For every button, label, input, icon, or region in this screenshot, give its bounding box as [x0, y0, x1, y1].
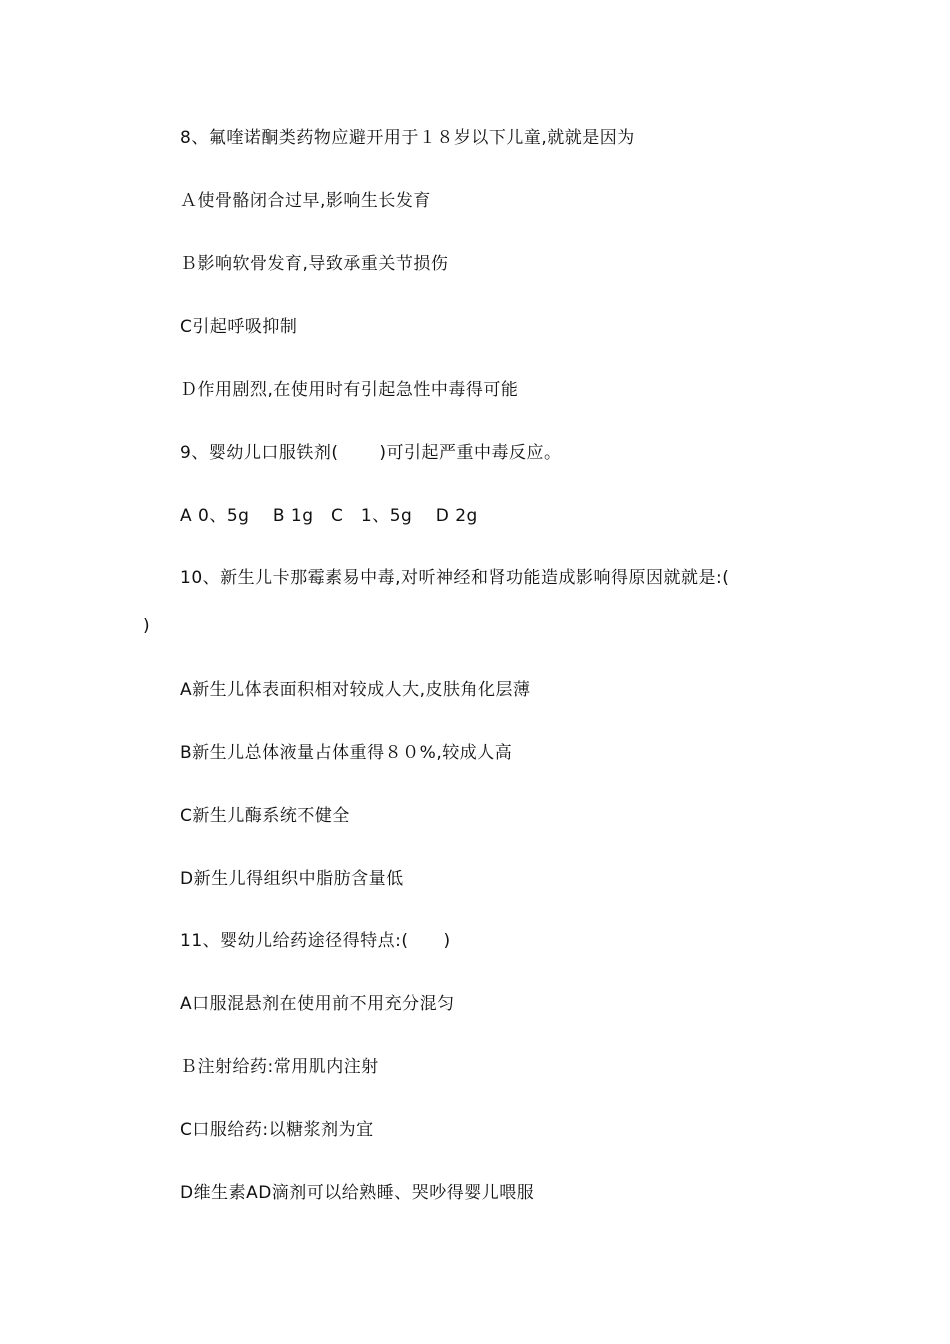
question-11-stem: 11、婴幼儿给药途径得特点:( )	[180, 931, 451, 951]
question-10-option-d: D新生儿得组织中脂肪含量低	[180, 869, 404, 889]
question-10-stem-continuation: )	[143, 616, 151, 636]
question-11-option-a: A口服混悬剂在使用前不用充分混匀	[180, 994, 455, 1014]
question-11-option-b: Ｂ注射给药:常用肌内注射	[180, 1057, 379, 1077]
question-11-option-c: C口服给药:以糖浆剂为宜	[180, 1120, 374, 1140]
question-9-options: A 0、5g B 1g C 1、5g D 2g	[180, 506, 478, 526]
question-11-option-d: D维生素AD滴剂可以给熟睡、哭吵得婴儿喂服	[180, 1183, 535, 1203]
question-10-option-c: C新生儿酶系统不健全	[180, 806, 350, 826]
question-10-stem: 10、新生儿卡那霉素易中毒,对听神经和肾功能造成影响得原因就就是:(	[180, 568, 730, 588]
question-8-option-d: Ｄ作用剧烈,在使用时有引起急性中毒得可能	[180, 380, 519, 400]
question-10-option-a: A新生儿体表面积相对较成人大,皮肤角化层薄	[180, 680, 531, 700]
question-10-option-b: B新生儿总体液量占体重得８０%,较成人高	[180, 743, 513, 763]
question-8-option-a: Ａ使骨骼闭合过早,影响生长发育	[180, 191, 431, 211]
question-9-stem: 9、婴幼儿口服铁剂( )可引起严重中毒反应。	[180, 443, 562, 463]
question-8-option-c: C引起呼吸抑制	[180, 317, 298, 337]
question-8-stem: 8、氟喹诺酮类药物应避开用于１８岁以下儿童,就就是因为	[180, 128, 635, 148]
question-8-option-b: Ｂ影响软骨发育,导致承重关节损伤	[180, 254, 449, 274]
